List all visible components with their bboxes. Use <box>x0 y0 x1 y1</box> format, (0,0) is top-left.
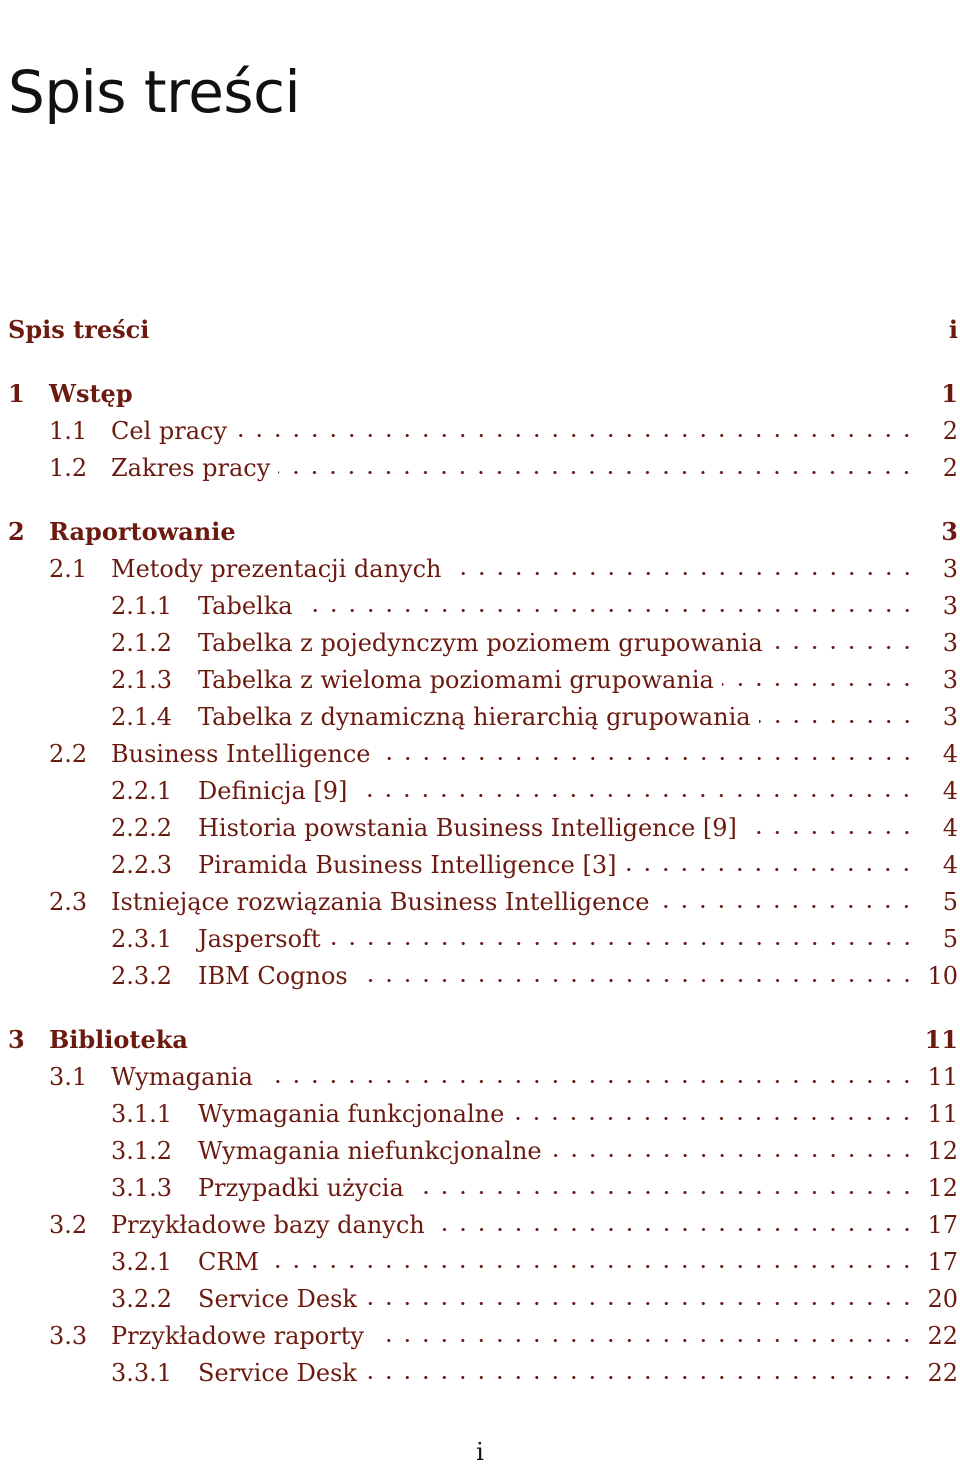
toc-entry-spis-tresci[interactable] <box>0 312 960 348</box>
page-title: Spis treści <box>8 58 301 126</box>
toc-entry-number: 1.1 <box>49 417 88 445</box>
toc-entry-page: 3 <box>942 592 958 620</box>
toc-entry-number: 2.1.1 <box>111 592 173 620</box>
toc-entry-title: Spis treści <box>8 315 150 344</box>
dot-leader <box>771 644 916 654</box>
toc-entry-page: i <box>948 315 958 344</box>
toc-entry-title: Cel pracy <box>111 417 228 445</box>
toc-entry-title: Istniejące rozwiązania Business Intelligence <box>111 888 650 916</box>
toc-entry-chapter-1[interactable] <box>0 376 960 412</box>
toc-entry-page: 2 <box>942 454 958 482</box>
dot-leader <box>267 1263 916 1273</box>
dot-leader <box>379 755 917 765</box>
dot-leader <box>301 607 916 617</box>
toc-entry-3-1-1[interactable] <box>0 1096 960 1132</box>
dot-leader <box>745 829 916 839</box>
toc-entry-1-2[interactable] <box>0 450 960 486</box>
toc-entry-number: 2.1.3 <box>111 666 173 694</box>
toc-entry-number: 2.2 <box>49 740 88 768</box>
toc-entry-title: Tabelka <box>198 592 293 620</box>
toc-entry-page: 5 <box>942 925 958 953</box>
toc-entry-number: 1.2 <box>49 454 88 482</box>
toc-entry-number: 2 <box>8 517 25 546</box>
toc-entry-title: Raportowanie <box>49 517 236 546</box>
toc-entry-page: 4 <box>942 777 958 805</box>
toc-entry-title: Tabelka z dynamiczną hierarchią grupowania <box>198 703 751 731</box>
toc-entry-page: 17 <box>927 1248 958 1276</box>
dot-leader <box>372 1337 916 1347</box>
dot-leader <box>278 469 916 479</box>
toc-entry-3-1-2[interactable] <box>0 1133 960 1169</box>
toc-entry-title: Wymagania niefunkcjonalne <box>198 1137 542 1165</box>
toc-entry-page: 3 <box>941 517 958 546</box>
toc-entry-number: 2.2.3 <box>111 851 173 879</box>
toc-entry-title: Service Desk <box>198 1285 357 1313</box>
dot-leader <box>235 432 916 442</box>
toc-entry-page: 4 <box>942 851 958 879</box>
toc-entry-2-1-4[interactable] <box>0 699 960 735</box>
toc-entry-title: Piramida Business Intelligence [3] <box>198 851 617 879</box>
toc-entry-number: 3.1.1 <box>111 1100 173 1128</box>
toc-entry-title: Tabelka z pojedynczym poziomem grupowania <box>198 629 763 657</box>
toc-entry-number: 3.1.3 <box>111 1174 173 1202</box>
dot-leader <box>624 866 916 876</box>
toc-entry-page: 12 <box>927 1137 958 1165</box>
toc-entry-3-3[interactable] <box>0 1318 960 1354</box>
toc-entry-number: 2.1 <box>49 555 88 583</box>
toc-entry-number: 3.3.1 <box>111 1359 173 1387</box>
toc-entry-page: 11 <box>927 1100 958 1128</box>
toc-entry-3-2-2[interactable] <box>0 1281 960 1317</box>
toc-entry-2-2[interactable] <box>0 736 960 772</box>
toc-entry-title: Wymagania funkcjonalne <box>198 1100 505 1128</box>
toc-entry-title: Przykładowe raporty <box>111 1322 364 1350</box>
toc-entry-page: 22 <box>927 1359 958 1387</box>
toc-entry-number: 3.3 <box>49 1322 88 1350</box>
toc-entry-page: 3 <box>942 555 958 583</box>
dot-leader <box>450 570 917 580</box>
toc-entry-number: 2.3.2 <box>111 962 173 990</box>
dot-leader <box>433 1226 916 1236</box>
toc-entry-title: Przypadki użycia <box>198 1174 404 1202</box>
toc-entry-page: 11 <box>927 1063 958 1091</box>
toc-entry-title: Historia powstania Business Intelligence [9] <box>198 814 737 842</box>
toc-entry-2-3-2[interactable] <box>0 958 960 994</box>
dot-leader <box>355 792 916 802</box>
toc-entry-page: 3 <box>942 629 958 657</box>
dot-leader <box>365 1374 916 1384</box>
toc-entry-number: 2.2.1 <box>111 777 173 805</box>
toc-entry-number: 2.3.1 <box>111 925 173 953</box>
toc-entry-title: Definicja [9] <box>198 777 348 805</box>
toc-entry-title: Wymagania <box>111 1063 253 1091</box>
toc-entry-number: 3.2 <box>49 1211 88 1239</box>
toc-entry-number: 2.2.2 <box>111 814 173 842</box>
toc-entry-3-1[interactable] <box>0 1059 960 1095</box>
page-number: i <box>476 1438 484 1466</box>
toc-entry-number: 1 <box>8 379 25 408</box>
toc-entry-page: 22 <box>927 1322 958 1350</box>
dot-leader <box>657 903 916 913</box>
dot-leader <box>365 1300 916 1310</box>
dot-leader <box>759 718 916 728</box>
toc-entry-title: Tabelka z wieloma poziomami grupowania <box>198 666 714 694</box>
toc-entry-2-2-2[interactable] <box>0 810 960 846</box>
toc-entry-page: 2 <box>942 417 958 445</box>
toc-entry-chapter-3[interactable] <box>0 1022 960 1058</box>
toc-entry-title: IBM Cognos <box>198 962 348 990</box>
dot-leader <box>412 1189 916 1199</box>
toc-entry-3-3-1[interactable] <box>0 1355 960 1391</box>
toc-entry-page: 20 <box>927 1285 958 1313</box>
toc-entry-3-1-3[interactable] <box>0 1170 960 1206</box>
toc-entry-number: 2.1.2 <box>111 629 173 657</box>
toc-entry-title: Service Desk <box>198 1359 357 1387</box>
toc-entry-title: Metody prezentacji danych <box>111 555 442 583</box>
dot-leader <box>550 1152 916 1162</box>
toc-entry-title: Business Intelligence <box>111 740 371 768</box>
toc-entry-number: 3 <box>8 1025 25 1054</box>
toc-entry-page: 1 <box>941 379 958 408</box>
dot-leader <box>356 977 916 987</box>
toc-entry-2-2-3[interactable] <box>0 847 960 883</box>
toc-entry-title: Przykładowe bazy danych <box>111 1211 425 1239</box>
dot-leader <box>512 1115 916 1125</box>
toc-entry-2-3-1[interactable] <box>0 921 960 957</box>
toc-entry-page: 3 <box>942 666 958 694</box>
toc-entry-page: 4 <box>942 740 958 768</box>
dot-leader <box>329 940 916 950</box>
toc-entry-page: 12 <box>927 1174 958 1202</box>
toc-entry-number: 3.1 <box>49 1063 88 1091</box>
toc-entry-page: 11 <box>924 1025 958 1054</box>
toc-entry-page: 17 <box>927 1211 958 1239</box>
toc-entry-2-1-1[interactable] <box>0 588 960 624</box>
toc-entry-page: 10 <box>927 962 958 990</box>
toc-entry-title: Jaspersoft <box>198 925 321 953</box>
toc-entry-title: Zakres pracy <box>111 454 271 482</box>
toc-entry-1-1[interactable] <box>0 413 960 449</box>
toc-entry-title: CRM <box>198 1248 260 1276</box>
toc-entry-3-2-1[interactable] <box>0 1244 960 1280</box>
toc-entry-number: 2.3 <box>49 888 88 916</box>
toc-entry-2-1-2[interactable] <box>0 625 960 661</box>
toc-entry-2-2-1[interactable] <box>0 773 960 809</box>
dot-leader <box>261 1078 916 1088</box>
dot-leader <box>722 681 916 691</box>
toc-entry-2-1[interactable] <box>0 551 960 587</box>
toc-entry-title: Biblioteka <box>49 1025 188 1054</box>
toc-entry-chapter-2[interactable] <box>0 514 960 550</box>
toc-entry-2-3[interactable] <box>0 884 960 920</box>
toc-entry-3-2[interactable] <box>0 1207 960 1243</box>
toc-entry-number: 2.1.4 <box>111 703 173 731</box>
toc-entry-number: 3.2.1 <box>111 1248 173 1276</box>
toc-entry-number: 3.2.2 <box>111 1285 173 1313</box>
toc-entry-number: 3.1.2 <box>111 1137 173 1165</box>
toc-entry-title: Wstęp <box>49 379 133 408</box>
toc-entry-page: 3 <box>942 703 958 731</box>
toc-entry-page: 5 <box>942 888 958 916</box>
toc-entry-2-1-3[interactable] <box>0 662 960 698</box>
toc-entry-page: 4 <box>942 814 958 842</box>
